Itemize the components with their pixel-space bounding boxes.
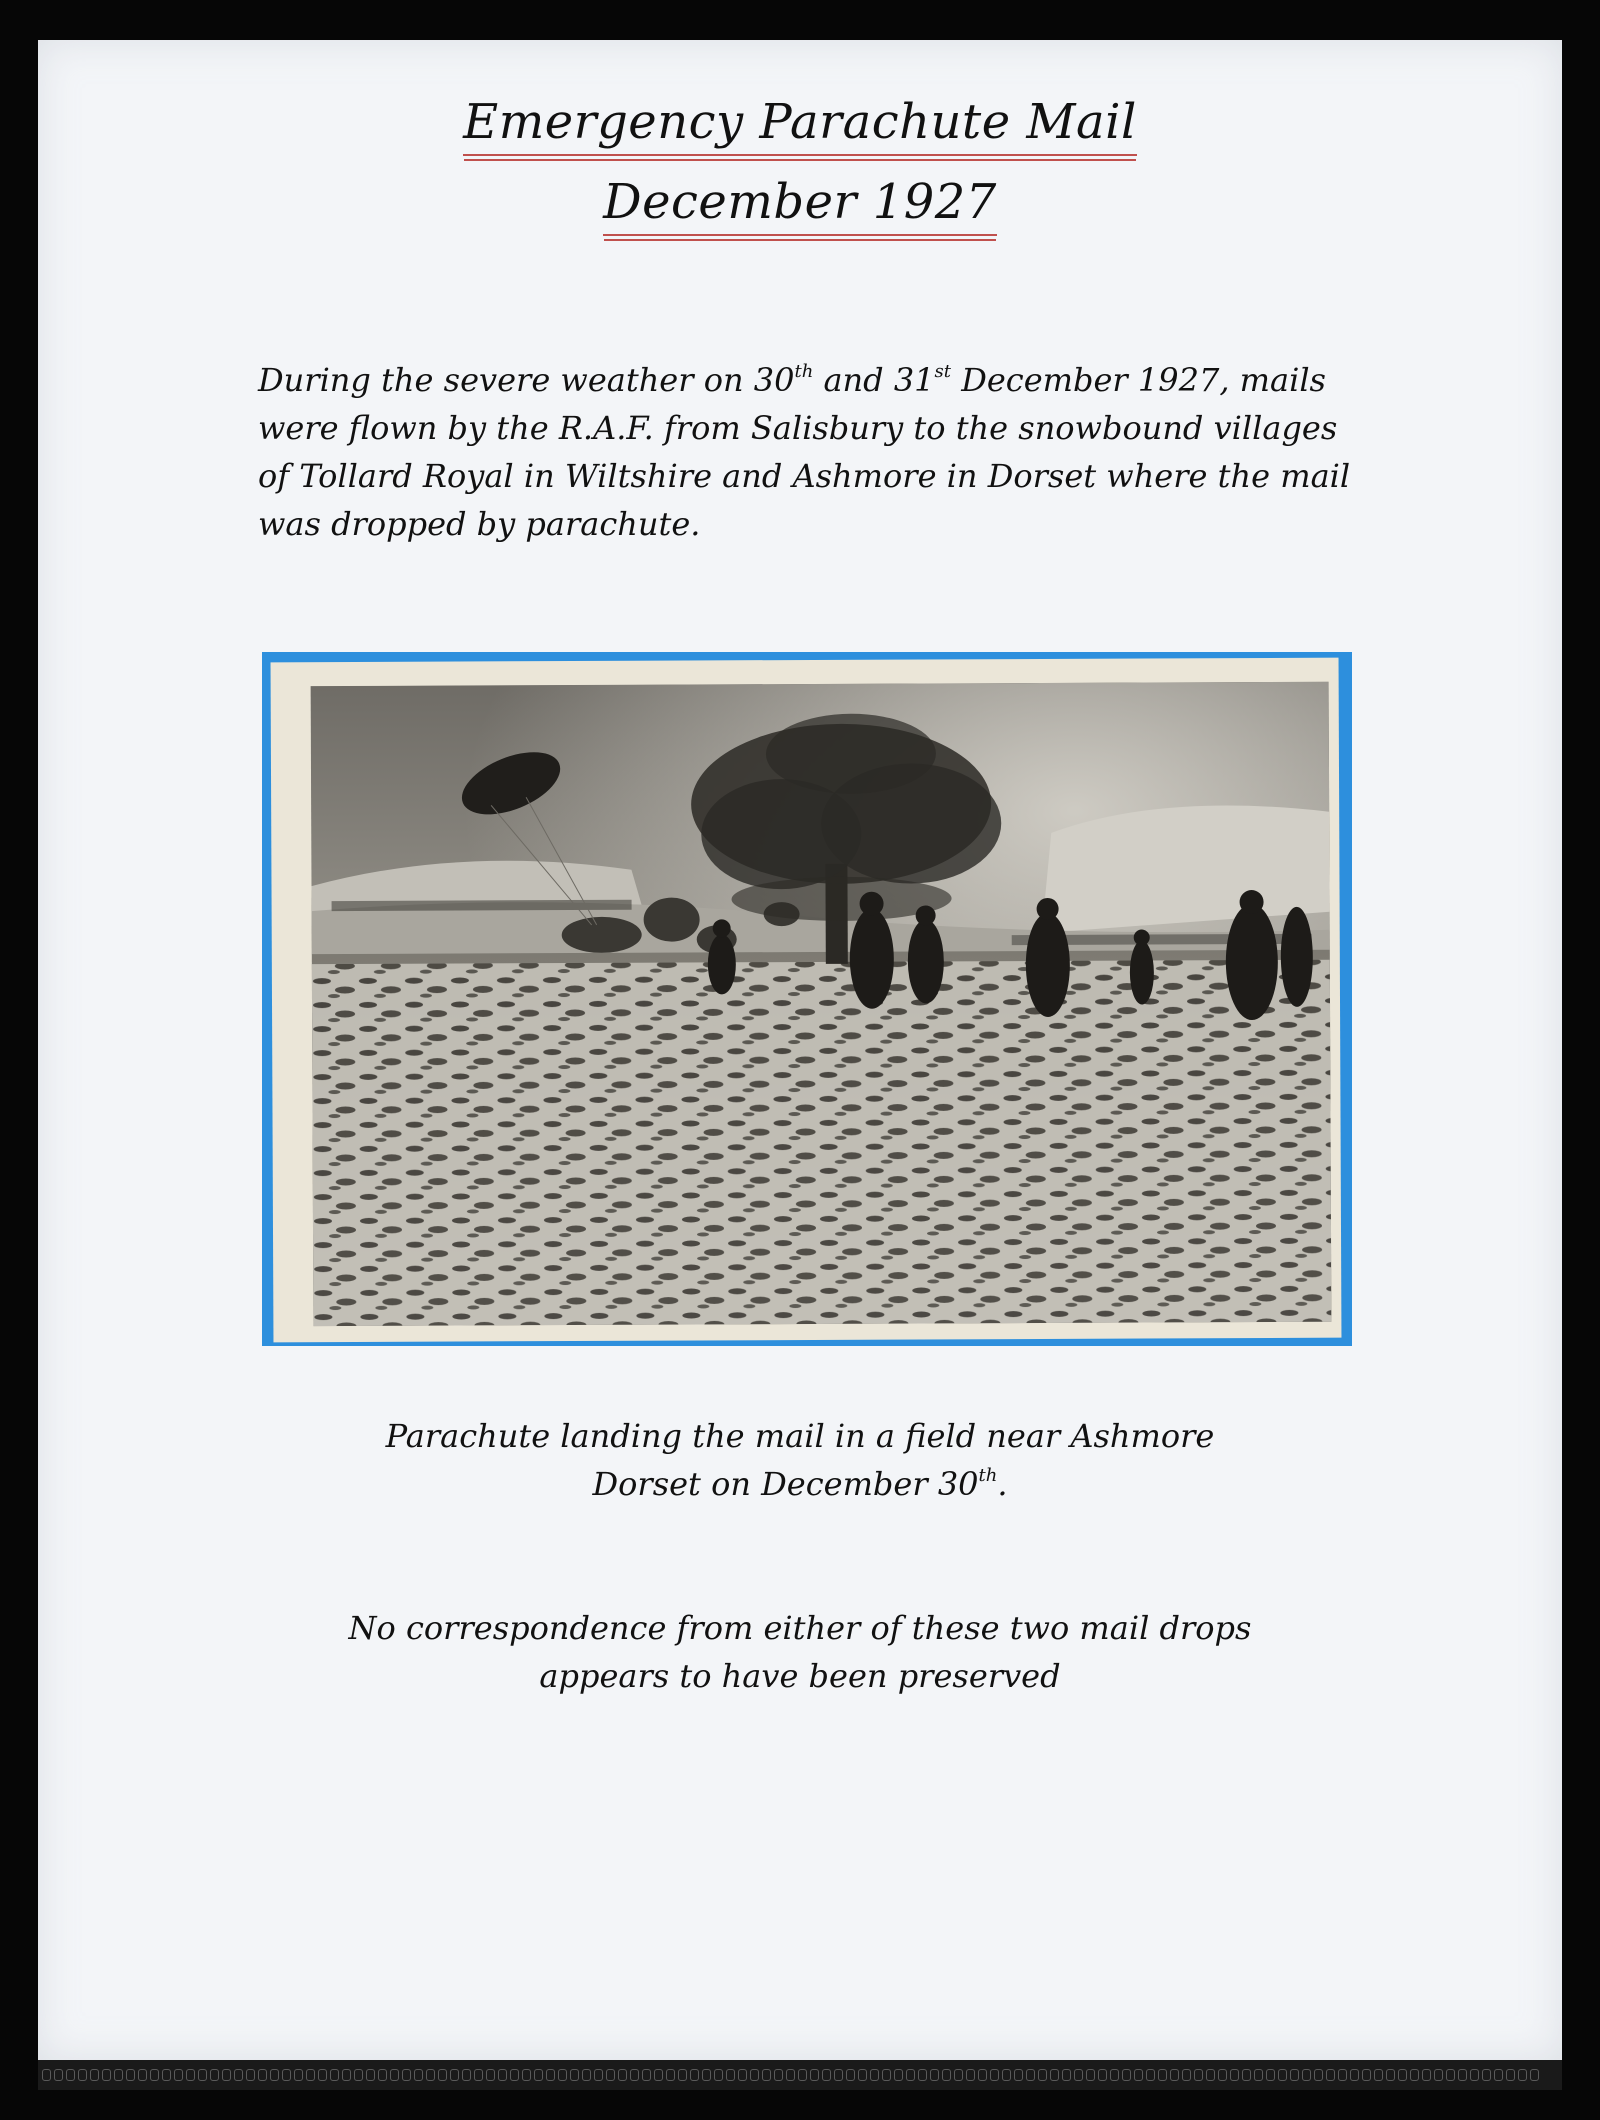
perforation-hole (270, 2069, 279, 2081)
intro-text-2: and 31 (813, 361, 935, 399)
perforation-hole (966, 2069, 975, 2081)
perforation-hole (846, 2069, 855, 2081)
perforation-hole (306, 2069, 315, 2081)
perforation-hole (1194, 2069, 1203, 2081)
perforation-hole (354, 2069, 363, 2081)
perforation-hole (690, 2069, 699, 2081)
intro-text-3: December 1927, mails were flown by the R.A.F. from Salisbury to the snowbound villages of Tollard Royal in Wiltshire and Ashmore in Dorset where the mail was dropped by parachute. (258, 361, 1351, 543)
perforation-hole (930, 2069, 939, 2081)
perforation-hole (462, 2069, 471, 2081)
perforation-hole (1242, 2069, 1251, 2081)
perforation-hole (918, 2069, 927, 2081)
perforation-hole (150, 2069, 159, 2081)
perforation-hole (66, 2069, 75, 2081)
perforation-hole (942, 2069, 951, 2081)
photo-caption (0, 1412, 1600, 1508)
perforation-hole (582, 2069, 591, 2081)
perforation-hole (1254, 2069, 1263, 2081)
perforation-hole (162, 2069, 171, 2081)
caption-line-2-sup: th (978, 1465, 998, 1486)
perforation-hole (1482, 2069, 1491, 2081)
perforation-hole (222, 2069, 231, 2081)
perforation-hole (1110, 2069, 1119, 2081)
perforation-hole (486, 2069, 495, 2081)
perforation-hole (414, 2069, 423, 2081)
perforation-hole (1122, 2069, 1131, 2081)
perforation-hole (1290, 2069, 1299, 2081)
perforation-hole (990, 2069, 999, 2081)
perforation-hole (1374, 2069, 1383, 2081)
perforation-hole (1398, 2069, 1407, 2081)
perforation-hole (1458, 2069, 1467, 2081)
perforation-hole (1494, 2069, 1503, 2081)
preservation-note (0, 1604, 1600, 1700)
perforation-hole (786, 2069, 795, 2081)
title-line-1: Emergency Parachute Mail (463, 92, 1137, 156)
perforation-hole (678, 2069, 687, 2081)
caption-line-1: Parachute landing the mail in a field near Ashmore (385, 1417, 1215, 1455)
perforation-hole (882, 2069, 891, 2081)
perforation-hole (246, 2069, 255, 2081)
perforation-hole (402, 2069, 411, 2081)
perforation-hole (1422, 2069, 1431, 2081)
perforation-hole (1530, 2069, 1539, 2081)
photo-card (271, 658, 1342, 1343)
perforation-hole (1470, 2069, 1479, 2081)
perforation-hole (714, 2069, 723, 2081)
perforation-hole (606, 2069, 615, 2081)
perforation-hole (1158, 2069, 1167, 2081)
perforation-hole (1074, 2069, 1083, 2081)
perforation-hole (90, 2069, 99, 2081)
perforation-hole (558, 2069, 567, 2081)
perforation-hole (534, 2069, 543, 2081)
perforation-hole (894, 2069, 903, 2081)
perforation-hole (954, 2069, 963, 2081)
perforation-hole (1026, 2069, 1035, 2081)
perforation-hole (774, 2069, 783, 2081)
note-line-1: No correspondence from either of these two mail drops (348, 1609, 1252, 1647)
perforation-hole (330, 2069, 339, 2081)
perforation-hole (138, 2069, 147, 2081)
perforation-hole (1386, 2069, 1395, 2081)
perforation-hole (1338, 2069, 1347, 2081)
perforation-hole (174, 2069, 183, 2081)
perforation-hole (210, 2069, 219, 2081)
caption-line-2-text: Dorset on December 30 (592, 1465, 979, 1503)
perforation-hole (834, 2069, 843, 2081)
perforation-hole (1230, 2069, 1239, 2081)
perforation-hole (474, 2069, 483, 2081)
perforation-hole (1350, 2069, 1359, 2081)
perforation-hole (126, 2069, 135, 2081)
perforation-hole (1086, 2069, 1095, 2081)
perforation-hole (546, 2069, 555, 2081)
photo-mount (262, 652, 1352, 1346)
perforation-hole (366, 2069, 375, 2081)
perforation-hole (750, 2069, 759, 2081)
perforation-hole (654, 2069, 663, 2081)
perforation-hole (1014, 2069, 1023, 2081)
perforation-hole (1434, 2069, 1443, 2081)
perforation-hole (762, 2069, 771, 2081)
perforation-hole (618, 2069, 627, 2081)
perforation-hole (702, 2069, 711, 2081)
perforation-hole (522, 2069, 531, 2081)
perforation-hole (822, 2069, 831, 2081)
perforation-hole (570, 2069, 579, 2081)
perforation-hole (186, 2069, 195, 2081)
perforation-hole (870, 2069, 879, 2081)
perforation-hole (1002, 2069, 1011, 2081)
perforation-hole (738, 2069, 747, 2081)
perforation-hole (234, 2069, 243, 2081)
perforation-hole (378, 2069, 387, 2081)
perforation-hole (666, 2069, 675, 2081)
note-line-2: appears to have been preserved (539, 1657, 1061, 1695)
sleeve-perforation-strip (38, 2060, 1562, 2090)
perforation-hole (1062, 2069, 1071, 2081)
perforation-hole (798, 2069, 807, 2081)
perforation-hole (1134, 2069, 1143, 2081)
perforation-hole (594, 2069, 603, 2081)
page-title (0, 92, 1600, 252)
perforation-hole (1146, 2069, 1155, 2081)
perforation-hole (978, 2069, 987, 2081)
perforation-hole (1314, 2069, 1323, 2081)
perforation-hole (342, 2069, 351, 2081)
perforation-hole (318, 2069, 327, 2081)
perforation-hole (1050, 2069, 1059, 2081)
parachute-photograph (311, 682, 1332, 1326)
title-line-2: December 1927 (603, 172, 997, 236)
perforation-hole (726, 2069, 735, 2081)
perforation-hole (498, 2069, 507, 2081)
perforation-hole (1038, 2069, 1047, 2081)
perforation-hole (282, 2069, 291, 2081)
perforation-hole (906, 2069, 915, 2081)
perforation-hole (102, 2069, 111, 2081)
intro-paragraph (258, 356, 1378, 548)
perforation-hole (198, 2069, 207, 2081)
intro-text-1: During the severe weather on 30 (258, 361, 795, 399)
perforation-hole (1206, 2069, 1215, 2081)
perforation-hole (294, 2069, 303, 2081)
intro-sup-2: st (934, 361, 952, 382)
perforation-hole (54, 2069, 63, 2081)
perforation-hole (1446, 2069, 1455, 2081)
perforation-hole (642, 2069, 651, 2081)
perforation-hole (1506, 2069, 1515, 2081)
perforation-hole (78, 2069, 87, 2081)
perforation-hole (1278, 2069, 1287, 2081)
perforation-hole (1218, 2069, 1227, 2081)
perforation-hole (1266, 2069, 1275, 2081)
perforation-hole (450, 2069, 459, 2081)
intro-sup-1: th (794, 361, 814, 382)
perforation-hole (858, 2069, 867, 2081)
perforation-hole (1170, 2069, 1179, 2081)
caption-line-2-end: . (997, 1465, 1008, 1503)
perforation-hole (1518, 2069, 1527, 2081)
perforation-hole (258, 2069, 267, 2081)
perforation-hole (810, 2069, 819, 2081)
perforation-hole (1302, 2069, 1311, 2081)
perforation-hole (1098, 2069, 1107, 2081)
perforation-hole (438, 2069, 447, 2081)
perforation-hole (42, 2069, 51, 2081)
perforation-hole (1410, 2069, 1419, 2081)
perforation-hole (390, 2069, 399, 2081)
perforation-hole (1182, 2069, 1191, 2081)
perforation-hole (630, 2069, 639, 2081)
perforation-hole (510, 2069, 519, 2081)
perforation-hole (1326, 2069, 1335, 2081)
perforation-hole (1362, 2069, 1371, 2081)
perforation-hole (426, 2069, 435, 2081)
perforation-hole (114, 2069, 123, 2081)
caption-line-2 (0, 1460, 1600, 1508)
